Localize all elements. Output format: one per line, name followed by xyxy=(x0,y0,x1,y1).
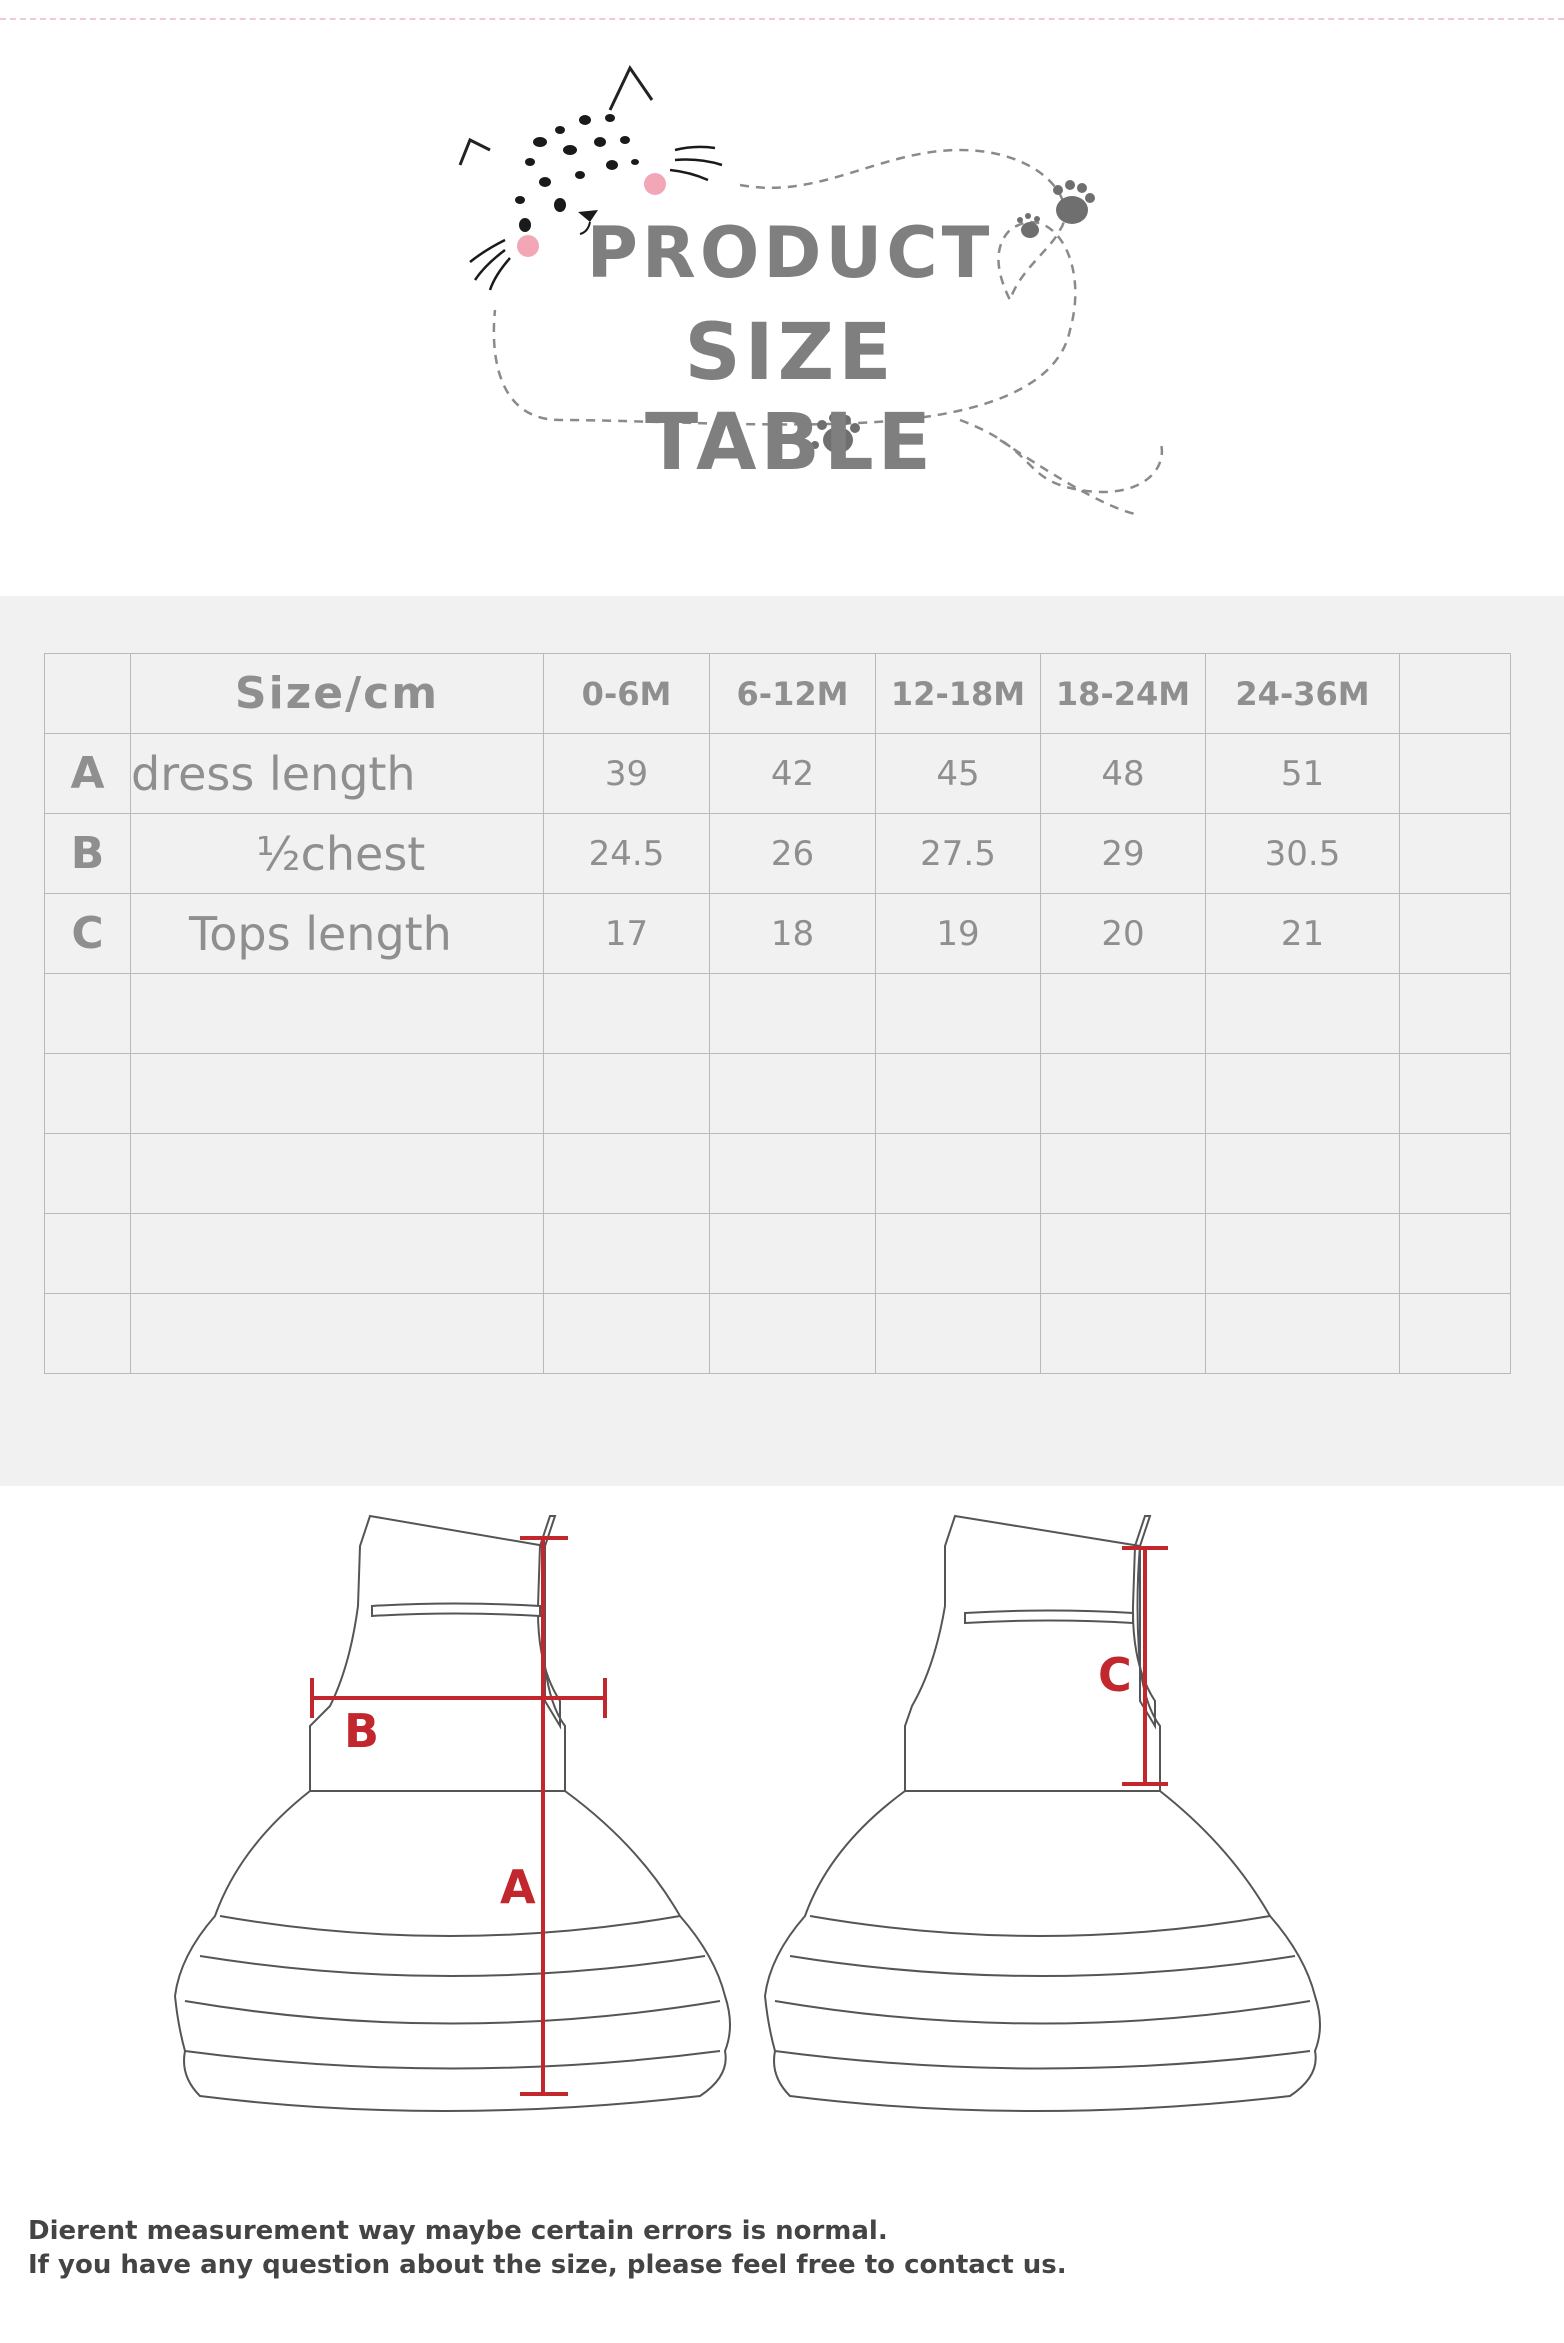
table-header-row xyxy=(45,654,1511,734)
table-row-empty xyxy=(45,1054,1511,1134)
cat-cheek-right-icon xyxy=(644,173,666,195)
footer-note-1: Dierent measurement way maybe certain errors is normal. xyxy=(28,2216,888,2246)
title-line-2: SIZE TABLE xyxy=(645,308,935,488)
table-cell: 29 xyxy=(1041,814,1206,894)
cat-ear-right-icon xyxy=(610,68,652,110)
empty-cell xyxy=(1400,734,1511,814)
size-table xyxy=(44,653,1511,1374)
table-cell: 18 xyxy=(710,894,876,974)
table-cell: 39 xyxy=(544,734,710,814)
dress-outline-illustration xyxy=(0,1486,1564,2186)
table-cell: 26 xyxy=(710,814,876,894)
table-row-empty xyxy=(45,1134,1511,1214)
row-label: dress length xyxy=(131,734,544,814)
column-header: 0-6M xyxy=(544,654,710,734)
table-cell: 17 xyxy=(544,894,710,974)
footer-note-2: If you have any question about the size, please feel free to contact us. xyxy=(28,2250,1067,2280)
table-row xyxy=(45,894,1511,974)
row-key: B xyxy=(45,814,131,894)
measurement-diagram xyxy=(0,1486,1564,2186)
column-header: 6-12M xyxy=(710,654,876,734)
marker-b: B xyxy=(344,1704,380,1758)
table-row-empty xyxy=(45,1214,1511,1294)
table-corner-cell xyxy=(45,654,131,734)
table-cell: 42 xyxy=(710,734,876,814)
marker-c: C xyxy=(1098,1648,1132,1702)
table-cell: 48 xyxy=(1041,734,1206,814)
column-header: 12-18M xyxy=(876,654,1041,734)
table-row xyxy=(45,814,1511,894)
table-cell: 19 xyxy=(876,894,1041,974)
row-label: ½chest xyxy=(131,814,544,894)
header-banner xyxy=(0,0,1564,596)
column-header: 24-36M xyxy=(1206,654,1400,734)
marker-a: A xyxy=(500,1860,536,1914)
table-cell: 30.5 xyxy=(1206,814,1400,894)
title-line-1: PRODUCT xyxy=(586,212,994,294)
table-cell: 27.5 xyxy=(876,814,1041,894)
row-key: A xyxy=(45,734,131,814)
cat-cheek-left-icon xyxy=(517,235,539,257)
table-cell: 24.5 xyxy=(544,814,710,894)
table-cell: 51 xyxy=(1206,734,1400,814)
size-header: Size/cm xyxy=(131,654,544,734)
column-header: 18-24M xyxy=(1041,654,1206,734)
table-cell: 20 xyxy=(1041,894,1206,974)
empty-cell xyxy=(1400,814,1511,894)
empty-cell xyxy=(1400,894,1511,974)
cat-ear-left-icon xyxy=(460,140,490,165)
table-row-empty xyxy=(45,974,1511,1054)
table-row-empty xyxy=(45,1294,1511,1374)
empty-cell xyxy=(1400,654,1511,734)
table-row xyxy=(45,734,1511,814)
cat-frame-illustration xyxy=(0,0,1564,596)
row-label: Tops length xyxy=(131,894,544,974)
table-cell: 45 xyxy=(876,734,1041,814)
row-key: C xyxy=(45,894,131,974)
table-cell: 21 xyxy=(1206,894,1400,974)
